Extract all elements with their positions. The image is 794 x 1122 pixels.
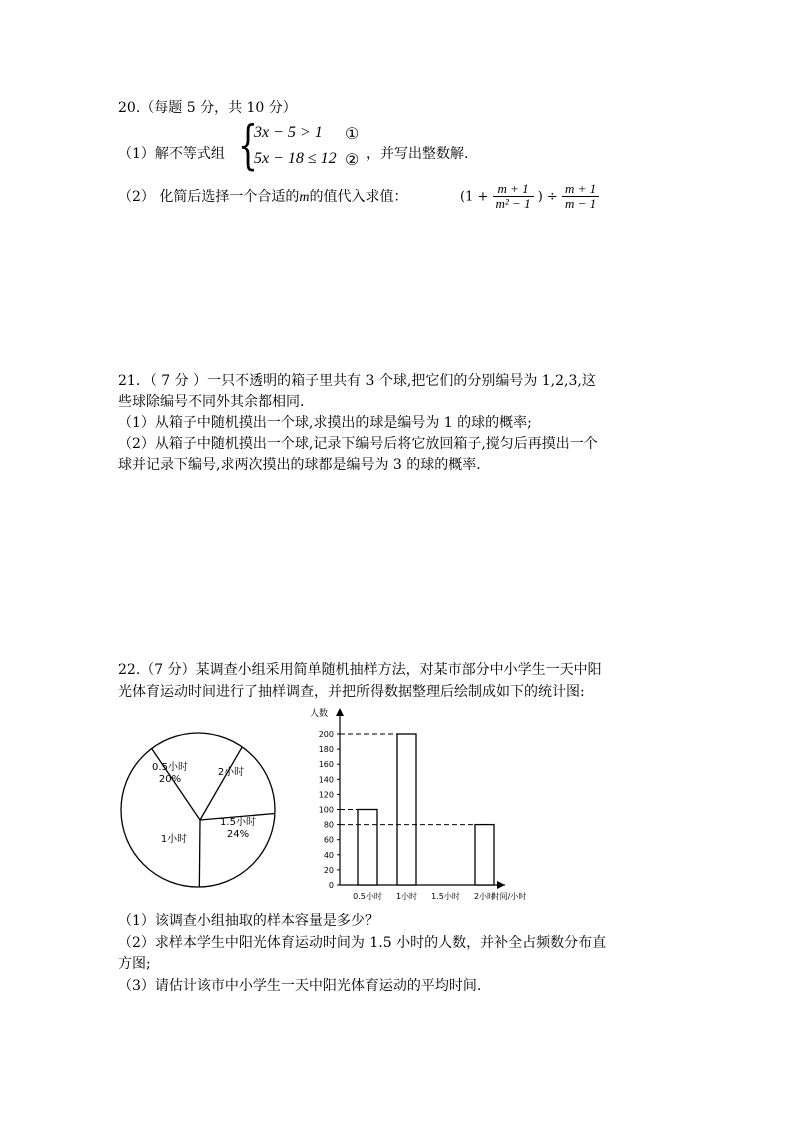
q22-sub2a: （2）求样本学生中阳光体育运动时间为 1.5 小时的人数，并补全占频数分布直 bbox=[118, 935, 607, 951]
y-tick-label-120: 120 bbox=[318, 790, 334, 800]
q22-sub2b: 方图; bbox=[118, 956, 151, 972]
inequality-1: 3x − 5 > 1 bbox=[254, 124, 323, 141]
q21-line4: （2）从箱子中随机摸出一个球,记录下编号后将它放回箱子,搅匀后再摸出一个 bbox=[118, 436, 598, 452]
inequality-2-mark: ② bbox=[345, 150, 360, 169]
y-tick-label-100: 100 bbox=[318, 805, 334, 815]
y-tick-label-0: 0 bbox=[328, 881, 334, 890]
q21-line1: 21．（ 7 分 ）一只不透明的箱子里共有 3 个球,把它们的分别编号为 1,2,3,这 bbox=[118, 373, 596, 389]
q20-part1-suffix: ，并写出整数解. bbox=[366, 146, 469, 162]
q22-line2: 光体育运动时间进行了抽样调查，并把所得数据整理后绘制成如下的统计图: bbox=[118, 684, 585, 700]
bar-1 bbox=[358, 810, 377, 886]
system-brace: { bbox=[238, 116, 258, 176]
pie-divider-2 bbox=[200, 747, 245, 820]
y-tick-label-60: 60 bbox=[323, 835, 334, 845]
q20-part2-var: m bbox=[299, 190, 310, 205]
q20-header: 20.（每题 5 分，共 10 分） bbox=[118, 100, 297, 116]
q20-expression bbox=[460, 182, 599, 212]
inequality-2: 5x − 18 ≤ 12 bbox=[254, 150, 337, 167]
fraction-2-numerator: m + 1 bbox=[562, 182, 599, 197]
pie-outline bbox=[121, 733, 275, 887]
x-axis-label: 时间/小时 bbox=[491, 892, 527, 901]
x-tick-label-3: 1.5小时 bbox=[431, 892, 460, 901]
y-axis-arrow bbox=[336, 708, 344, 716]
expr-open: (1 + bbox=[460, 189, 489, 205]
q21-line3: （1）从箱子中随机摸出一个球,求摸出的球是编号为 1 的球的概率; bbox=[118, 415, 532, 431]
fraction-2-denominator: m − 1 bbox=[564, 196, 597, 212]
pie-chart bbox=[118, 730, 288, 894]
y-axis-label: 人数 bbox=[310, 709, 329, 719]
inequality-1-mark: ① bbox=[345, 124, 360, 143]
pie-slice-label-4: 1小时 bbox=[160, 834, 188, 845]
y-tick-label-40: 40 bbox=[323, 850, 334, 860]
x-tick-label-4: 2小时 bbox=[473, 892, 496, 901]
fraction-1-numerator: m + 1 bbox=[493, 182, 534, 197]
pie-slice-label-2: 2小时 bbox=[217, 767, 245, 778]
bar-chart bbox=[300, 700, 570, 905]
bar-2 bbox=[397, 734, 416, 885]
pie-slice-label-3: 1.5小时 bbox=[220, 817, 256, 828]
pie-slice-label-1: 0.5小时 bbox=[152, 762, 188, 773]
fraction-2 bbox=[562, 182, 599, 212]
q20-part2-prefix: （2） 化简后选择一个合适的 bbox=[118, 189, 300, 205]
q20-part2 bbox=[118, 186, 407, 206]
y-tick-label-200: 200 bbox=[318, 730, 334, 739]
x-tick-label-2: 1小时 bbox=[395, 892, 418, 901]
bar-4 bbox=[475, 825, 494, 885]
expr-close: ) ÷ bbox=[537, 189, 558, 205]
q20-part1-prefix: （1）解不等式组 bbox=[118, 146, 225, 162]
pie-divider-4 bbox=[199, 820, 200, 887]
fraction-1-denominator: m² − 1 bbox=[495, 196, 531, 212]
fraction-1 bbox=[493, 182, 534, 212]
y-tick-label-20: 20 bbox=[323, 865, 334, 875]
q21-line5: 球并记录下编号,求两次摸出的球都是编号为 3 的球的概率. bbox=[118, 457, 481, 473]
pie-slice-percent-3: 24% bbox=[226, 829, 250, 840]
q22-line1: 22.（7 分）某调查小组采用简单随机抽样方法，对某市部分中小学生一天中阳 bbox=[118, 662, 602, 678]
y-tick-label-160: 160 bbox=[318, 760, 334, 770]
q22-sub3: （3）请估计该市中小学生一天中阳光体育运动的平均时间. bbox=[118, 978, 482, 994]
x-axis-arrow bbox=[497, 881, 505, 889]
q22-sub1: （1）该调查小组抽取的样本容量是多少？ bbox=[118, 913, 379, 929]
pie-slice-percent-1: 20% bbox=[158, 774, 182, 785]
y-tick-label-180: 180 bbox=[318, 745, 334, 755]
q20-part2-mid: 的值代入求值： bbox=[309, 189, 408, 205]
x-tick-label-1: 0.5小时 bbox=[353, 892, 382, 901]
q21-line2: 些球除编号不同外其余都相同. bbox=[118, 394, 305, 410]
y-tick-label-80: 80 bbox=[323, 820, 334, 830]
y-tick-label-140: 140 bbox=[318, 775, 334, 785]
